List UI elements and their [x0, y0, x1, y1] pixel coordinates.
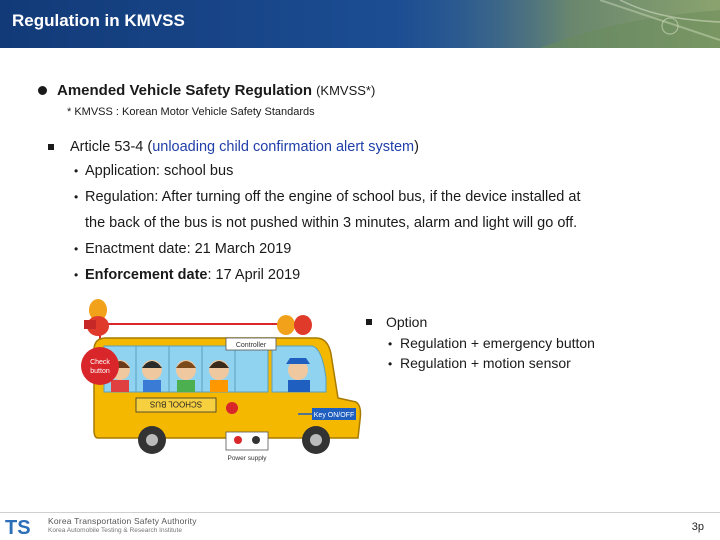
svg-text:TS: TS: [5, 517, 31, 537]
key-onoff-label: Key ON/OFF: [313, 412, 355, 419]
org-name: Korea Transportation Safety Authority: [48, 516, 197, 526]
page-number: 3p: [691, 521, 704, 533]
article-prefix: Article 53-4 (: [70, 139, 153, 155]
controller-label: Controller: [235, 342, 267, 349]
section-heading: [38, 82, 375, 99]
org-sub: Korea Automobile Testing & Research Institute: [48, 527, 182, 534]
square-bullet-icon: [48, 144, 54, 150]
school-bus-illustration: [76, 298, 366, 466]
option-item-2: Regulation + motion sensor: [400, 355, 571, 371]
ts-logo: [4, 515, 44, 537]
square-bullet-icon: [366, 319, 372, 325]
alarm-button-icon: [226, 402, 238, 414]
page-title: Regulation in KMVSS: [12, 11, 185, 30]
option-item-1: Regulation + emergency button: [400, 335, 595, 351]
bullet-dot-icon: [38, 86, 47, 95]
article-highlight: unloading child confirmation alert system: [152, 139, 415, 155]
driver-icon: [286, 358, 310, 392]
check-button-icon: [81, 347, 119, 385]
header-bar: [0, 0, 720, 48]
power-supply-label: Power supply: [227, 455, 267, 462]
list-item: • Enforcement date: 17 April 2019: [74, 267, 301, 283]
list-item: • Regulation + motion sensor: [388, 355, 571, 371]
check-label: Check: [90, 359, 110, 366]
header-landscape-image: [420, 0, 720, 48]
bullet-regulation: Regulation: After turning off the engine of school bus, if the device installed at: [85, 189, 581, 205]
warning-light-left-icon: [84, 299, 109, 336]
list-item: • Enactment date: 21 March 2019: [74, 241, 292, 257]
bullet-application: Application: school bus: [85, 163, 234, 179]
article-line: [48, 139, 419, 155]
heading-bold: Amended Vehicle Safety Regulation: [57, 82, 313, 99]
button-label: button: [90, 368, 110, 375]
footer-divider: [0, 512, 720, 513]
bullet-enforcement-value: : 17 April 2019: [207, 267, 301, 283]
option-heading: [366, 314, 427, 330]
list-item: • Regulation: After turning off the engine of school bus, if the device installed at: [74, 189, 581, 205]
heading-paren: (KMVSS*): [316, 83, 376, 98]
bullet-enforcement-label: Enforcement date: [85, 267, 208, 283]
school-bus-sign: SCHOOL BUS: [149, 399, 203, 409]
bullet-enactment: Enactment date: 21 March 2019: [85, 241, 292, 257]
article-suffix: ): [414, 139, 419, 155]
footnote: * KMVSS : Korean Motor Vehicle Safety Standards: [67, 106, 315, 118]
warning-light-right-icon: [277, 315, 312, 335]
list-item: • Application: school bus: [74, 163, 234, 179]
bullet-regulation-cont: the back of the bus is not pushed within 3 minutes, alarm and light will go off.: [85, 215, 578, 231]
option-title: Option: [386, 314, 428, 330]
list-item: • Regulation + emergency button: [388, 335, 595, 351]
